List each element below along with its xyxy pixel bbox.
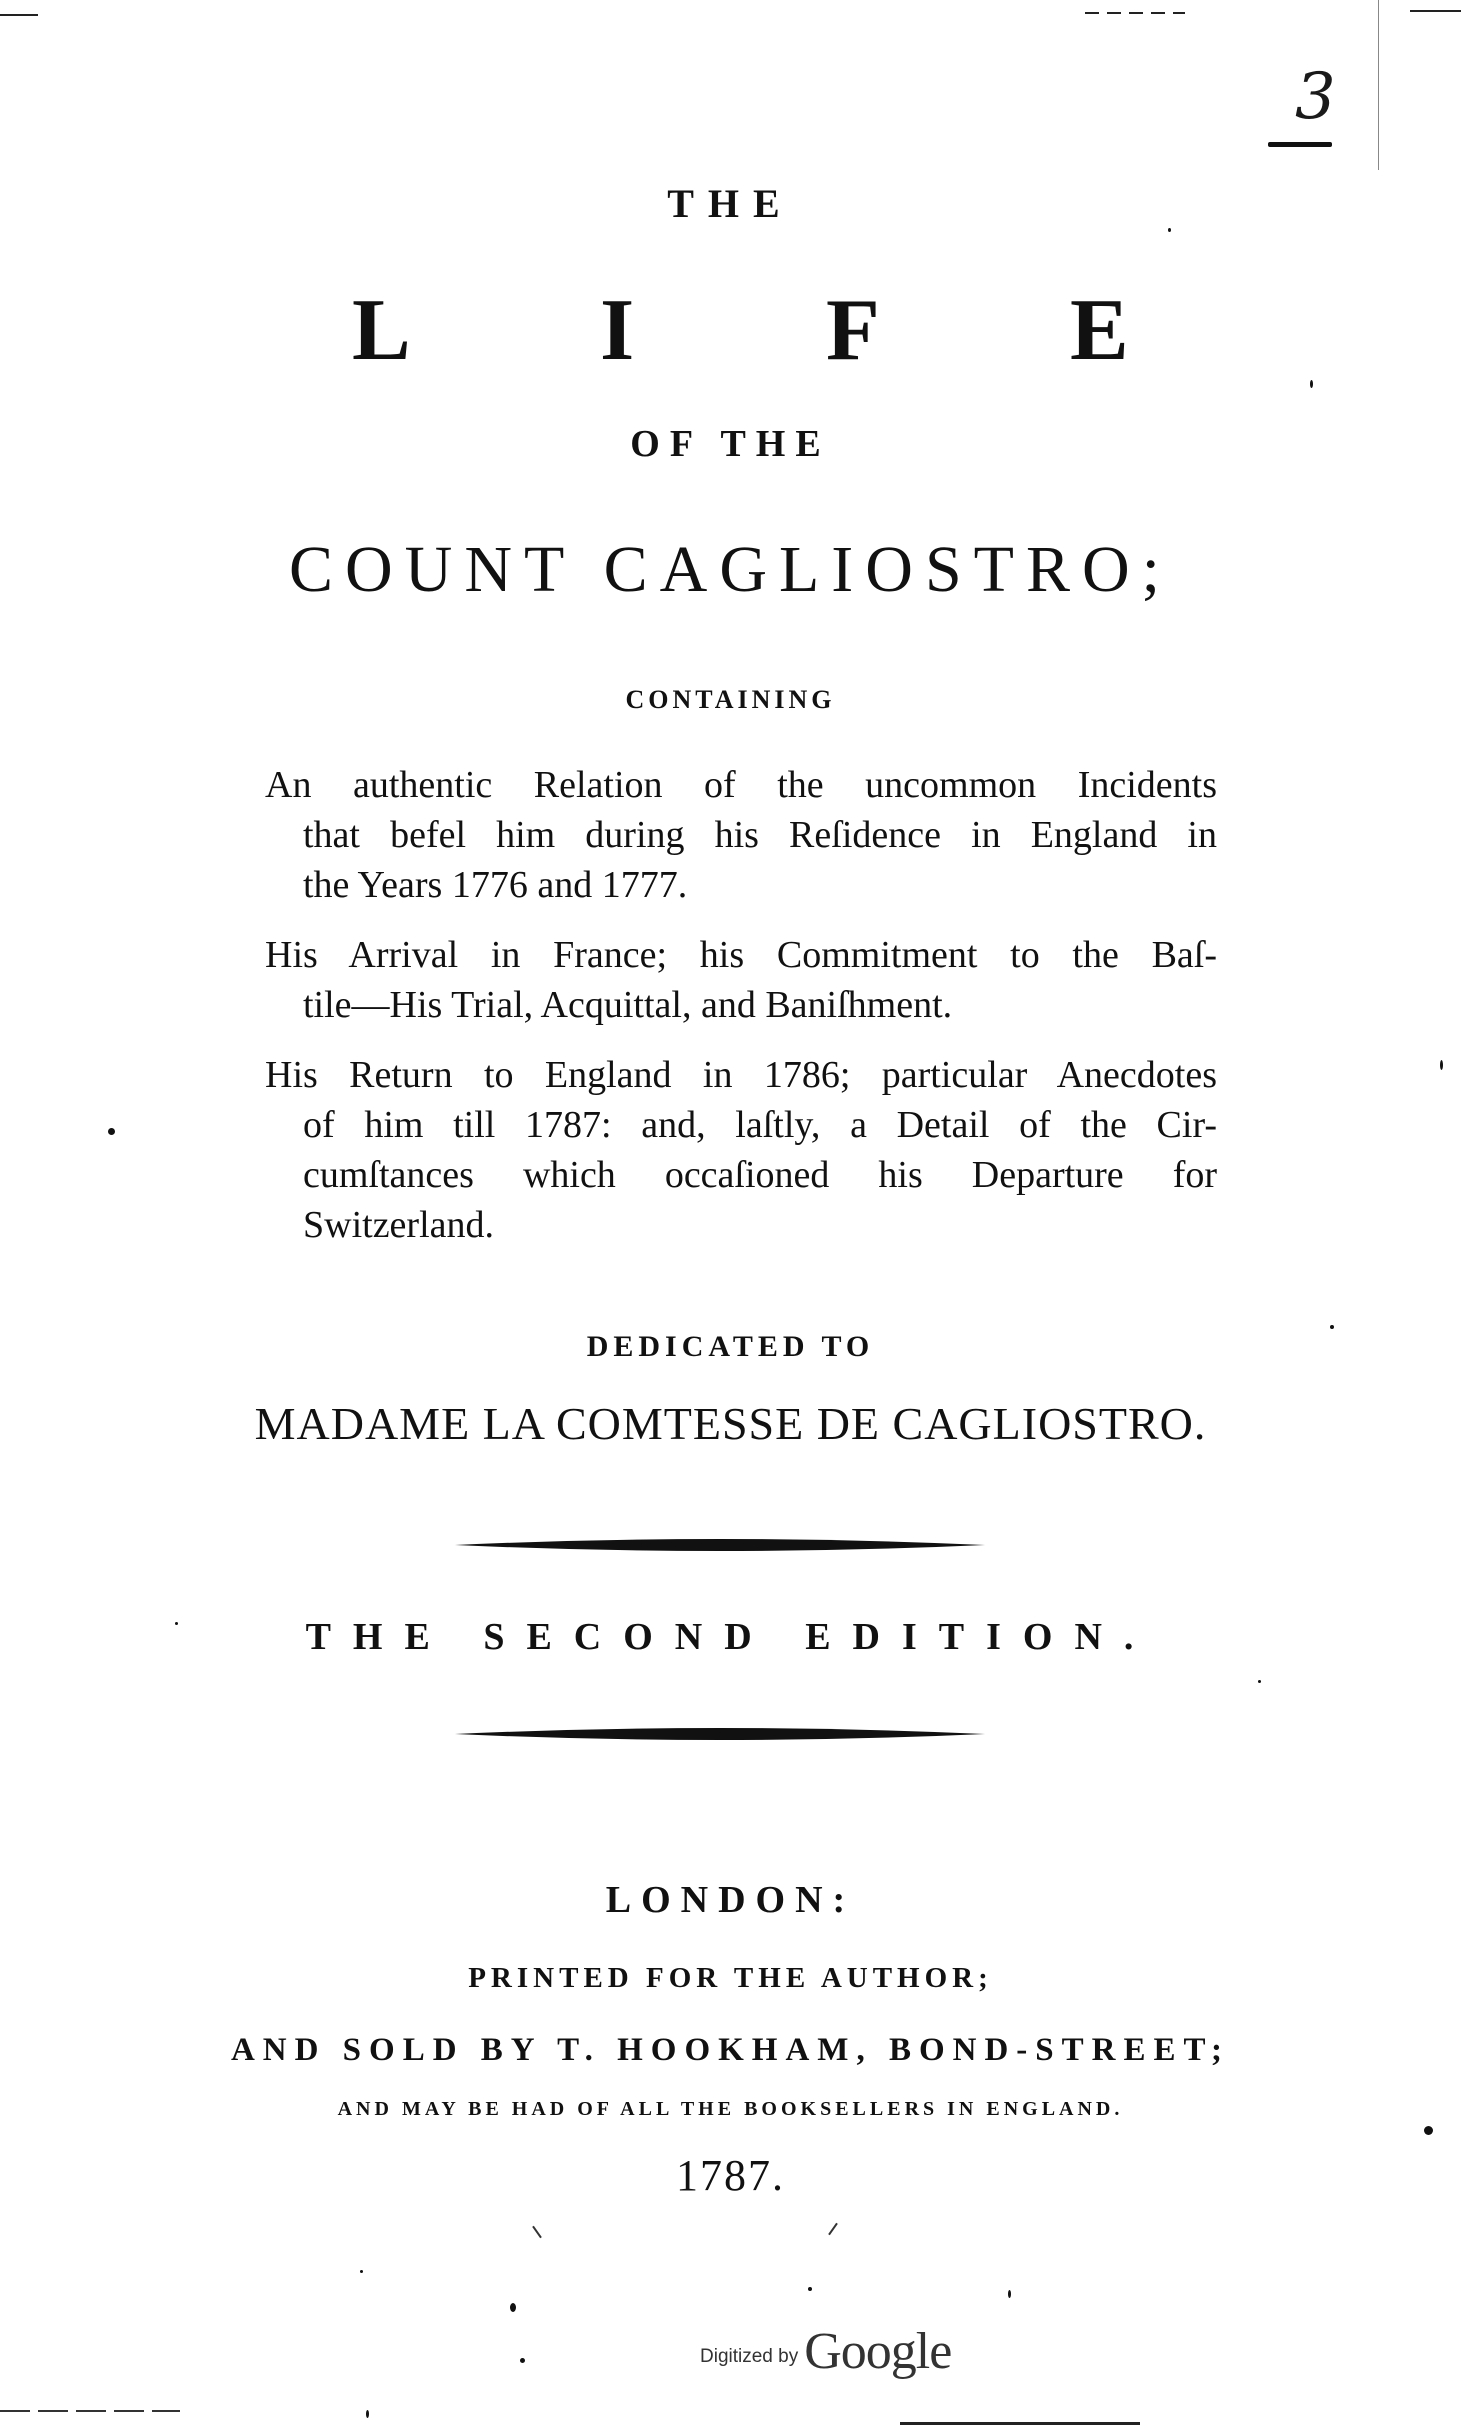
title-of-the: OF THE (630, 423, 831, 465)
title-life-letter-e: E (1070, 282, 1129, 379)
swell-rule-bottom (455, 1724, 985, 1744)
contents-line: tile—His Trial, Acquittal, and Baniſhment. (303, 984, 953, 1026)
contents-line: that befel him during his Reſidence in England in (303, 814, 1217, 856)
google-logo: Google (804, 2323, 952, 2380)
binding-edge-mark (1378, 0, 1379, 170)
scan-stroke (828, 2223, 838, 2236)
corner-mark-left (0, 14, 38, 16)
corner-mark-right (1410, 10, 1461, 12)
corner-mark-center (1085, 12, 1185, 14)
scan-speck (520, 2358, 525, 2363)
scan-stroke (532, 2226, 542, 2239)
scan-speck (1440, 1060, 1443, 1070)
scan-speck (108, 1128, 115, 1135)
edition-statement: THE SECOND EDITION. (305, 1616, 1156, 1658)
scan-speck (360, 2270, 363, 2273)
contents-paragraph-3 (265, 1050, 1217, 1250)
title-life-letter-i: I (600, 282, 635, 379)
imprint-sold-by: AND SOLD BY T. HOOKHAM, BOND-STREET; (230, 2032, 1231, 2068)
dedicatee-name: MADAME LA COMTESSE DE CAGLIOSTRO. (254, 1398, 1207, 1449)
scan-speck (510, 2303, 516, 2312)
scan-speck (1424, 2126, 1433, 2135)
contents-line: the Years 1776 and 1777. (303, 864, 688, 906)
title-life-letter-f: F (826, 282, 880, 379)
contents-line: of him till 1787: and, laſtly, a Detail of the Cir- (303, 1104, 1217, 1146)
scan-speck (1310, 380, 1313, 388)
title-life-letter-l: L (352, 282, 411, 379)
folio-number: 3 (1295, 60, 1336, 134)
imprint-booksellers: AND MAY BE HAD OF ALL THE BOOKSELLERS IN ENGLAND. (337, 2098, 1124, 2120)
scan-speck (175, 1622, 178, 1625)
contents-paragraph-1 (265, 760, 1217, 910)
scan-speck (1258, 1680, 1261, 1683)
title-subject-name: COUNT CAGLIOSTRO; (289, 533, 1172, 606)
scan-speck (366, 2410, 369, 2418)
imprint-printed-for: PRINTED FOR THE AUTHOR; (468, 1962, 993, 1994)
watermark-prefix: Digitized by (700, 2346, 799, 2367)
swell-rule-top (455, 1535, 985, 1555)
scan-speck (808, 2287, 812, 2291)
title-the: THE (667, 181, 794, 226)
scan-speck (1330, 1325, 1334, 1329)
scan-speck (1008, 2290, 1011, 2298)
bottom-edge-mark-left (0, 2410, 180, 2412)
contents-line: cumſtances which occaſioned his Departure for (303, 1154, 1217, 1196)
bottom-edge-mark-right (900, 2422, 1140, 2425)
contents-paragraph-2 (265, 930, 1217, 1030)
scan-speck (1168, 228, 1171, 232)
contents-line: An authentic Relation of the uncommon Incidents (265, 764, 1217, 806)
contents-line: Switzerland. (303, 1204, 495, 1246)
imprint-year: 1787. (676, 2151, 785, 2200)
imprint-city: LONDON: (605, 1879, 856, 1921)
contents-line: His Return to England in 1786; particular Anecdotes (265, 1054, 1217, 1096)
folio-underline (1268, 142, 1332, 147)
contents-line: His Arrival in France; his Commitment to the Baſ- (265, 934, 1217, 976)
containing-label: CONTAINING (625, 685, 836, 714)
digitized-watermark (700, 2322, 951, 2381)
dedication-label: DEDICATED TO (586, 1330, 875, 1363)
